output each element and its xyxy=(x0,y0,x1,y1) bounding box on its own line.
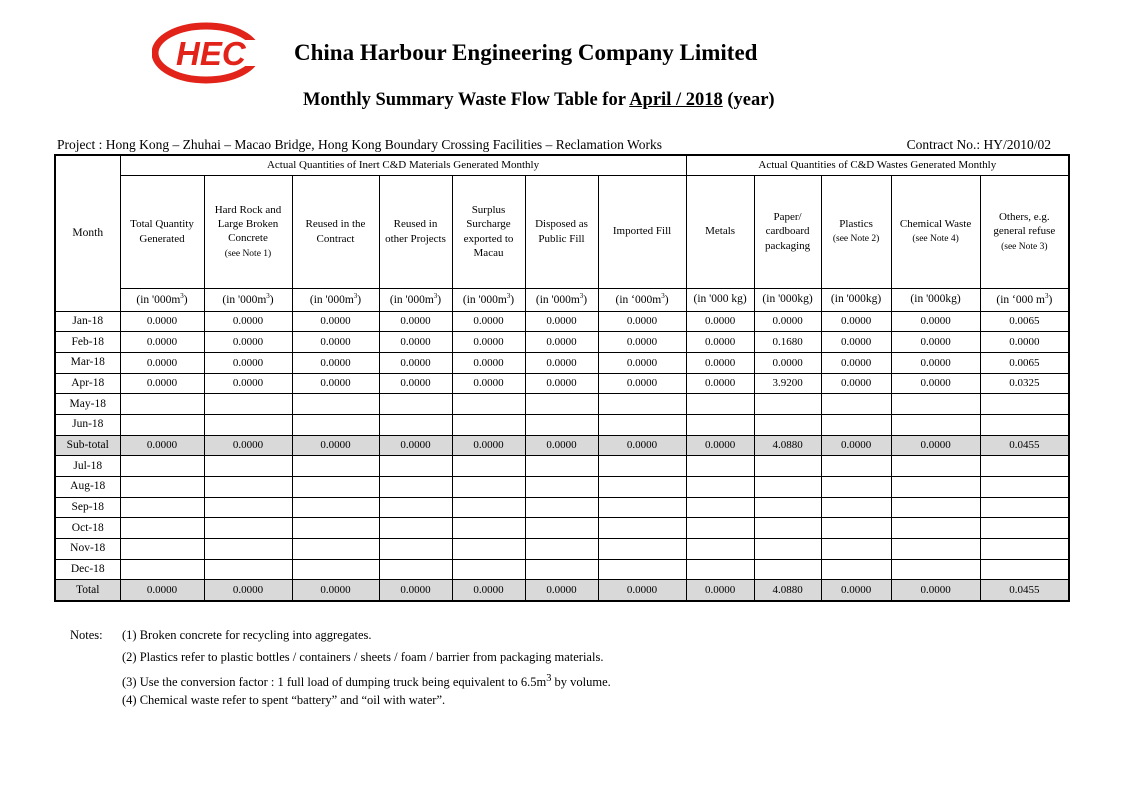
value-cell xyxy=(452,414,525,435)
value-cell: 0.0000 xyxy=(379,311,452,332)
value-cell xyxy=(686,539,754,560)
value-cell xyxy=(891,477,980,498)
month-cell: Sep-18 xyxy=(55,497,120,518)
table-row xyxy=(55,352,1069,373)
column-header: Reused in other Projects xyxy=(379,175,452,288)
value-cell: 0.0000 xyxy=(120,580,204,601)
table-row xyxy=(55,394,1069,415)
value-cell: 0.0000 xyxy=(891,352,980,373)
value-cell xyxy=(598,559,686,580)
value-cell: 0.0000 xyxy=(292,332,379,353)
column-unit: (in '$000m^3$) xyxy=(292,288,379,311)
value-cell xyxy=(452,497,525,518)
value-cell xyxy=(204,559,292,580)
logo-lettering: HEC xyxy=(176,35,246,72)
contract-number: Contract No.: HY/2010/02 xyxy=(906,137,1051,152)
column-unit: (in '$000m^3$) xyxy=(525,288,598,311)
value-cell xyxy=(525,414,598,435)
value-cell: 0.0000 xyxy=(686,332,754,353)
value-cell: 0.0000 xyxy=(452,352,525,373)
value-cell: 0.0000 xyxy=(598,311,686,332)
value-cell xyxy=(980,497,1069,518)
value-cell: 0.0000 xyxy=(452,311,525,332)
total-row xyxy=(55,580,1069,601)
value-cell xyxy=(204,394,292,415)
value-cell: 0.0000 xyxy=(204,435,292,456)
waste-flow-table xyxy=(54,154,1070,602)
table-row xyxy=(55,456,1069,477)
note-item: (2) Plastics refer to plastic bottles / containers / sheets / foam / barrier from packaging materials. xyxy=(122,649,604,664)
value-cell xyxy=(980,518,1069,539)
value-cell xyxy=(980,414,1069,435)
value-cell: 0.0000 xyxy=(686,352,754,373)
value-cell xyxy=(891,518,980,539)
value-cell xyxy=(891,414,980,435)
value-cell xyxy=(754,456,821,477)
value-cell xyxy=(754,497,821,518)
month-cell: Apr-18 xyxy=(55,373,120,394)
page-title xyxy=(303,90,775,111)
column-unit: (in '$000m^3$) xyxy=(204,288,292,311)
value-cell: 0.0000 xyxy=(891,332,980,353)
inert-materials-group-header: Actual Quantities of Inert C&D Materials Generated Monthly xyxy=(120,155,686,175)
value-cell: 0.0000 xyxy=(452,332,525,353)
value-cell: 0.0000 xyxy=(292,311,379,332)
notes-list xyxy=(122,625,611,711)
value-cell: 0.0000 xyxy=(821,373,891,394)
value-cell xyxy=(754,477,821,498)
value-cell: 0.0000 xyxy=(292,352,379,373)
column-header: Reused in the Contract xyxy=(292,175,379,288)
table-row xyxy=(55,414,1069,435)
value-cell: 0.0000 xyxy=(598,352,686,373)
column-unit: (in '$000m^3$) xyxy=(120,288,204,311)
value-cell xyxy=(891,497,980,518)
value-cell: 0.0000 xyxy=(525,352,598,373)
column-unit: (in '$000m^3$) xyxy=(379,288,452,311)
value-cell: 0.0000 xyxy=(452,580,525,601)
value-cell xyxy=(379,539,452,560)
value-cell xyxy=(204,497,292,518)
value-cell: 0.0000 xyxy=(452,373,525,394)
value-cell xyxy=(292,559,379,580)
value-cell: 0.0000 xyxy=(525,435,598,456)
value-cell: 0.0000 xyxy=(598,332,686,353)
value-cell xyxy=(598,394,686,415)
value-cell: 0.0000 xyxy=(292,580,379,601)
value-cell xyxy=(821,394,891,415)
value-cell xyxy=(980,539,1069,560)
value-cell xyxy=(120,518,204,539)
value-cell: 0.0000 xyxy=(204,352,292,373)
value-cell: 0.0000 xyxy=(525,332,598,353)
value-cell xyxy=(204,539,292,560)
value-cell: 0.0000 xyxy=(120,435,204,456)
table-row xyxy=(55,559,1069,580)
value-cell xyxy=(379,456,452,477)
table-row xyxy=(55,539,1069,560)
value-cell xyxy=(598,477,686,498)
table-row xyxy=(55,497,1069,518)
month-cell: Mar-18 xyxy=(55,352,120,373)
month-cell: Oct-18 xyxy=(55,518,120,539)
value-cell: 4.0880 xyxy=(754,435,821,456)
value-cell xyxy=(980,559,1069,580)
value-cell xyxy=(204,456,292,477)
value-cell xyxy=(821,518,891,539)
value-cell xyxy=(525,559,598,580)
value-cell: 0.0000 xyxy=(686,311,754,332)
value-cell: 0.0000 xyxy=(525,580,598,601)
value-cell xyxy=(891,559,980,580)
value-cell xyxy=(379,414,452,435)
project-name: Project : Hong Kong – Zhuhai – Macao Bridge, Hong Kong Boundary Crossing Facilities – Reclamation Works xyxy=(57,137,662,152)
value-cell xyxy=(980,394,1069,415)
value-cell xyxy=(821,456,891,477)
value-cell: 0.0000 xyxy=(754,311,821,332)
value-cell xyxy=(292,477,379,498)
value-cell: 0.0000 xyxy=(686,435,754,456)
value-cell xyxy=(379,559,452,580)
month-cell: Jan-18 xyxy=(55,311,120,332)
value-cell: 0.0000 xyxy=(525,311,598,332)
column-header: Hard Rock and Large Broken Concrete (see Note 1) xyxy=(204,175,292,288)
value-cell xyxy=(821,559,891,580)
value-cell xyxy=(525,518,598,539)
value-cell xyxy=(525,456,598,477)
value-cell xyxy=(891,456,980,477)
value-cell: 0.0455 xyxy=(980,580,1069,601)
value-cell xyxy=(379,518,452,539)
value-cell: 0.0000 xyxy=(891,580,980,601)
value-cell: 0.0000 xyxy=(686,580,754,601)
column-header: Surplus Surcharge exported to Macau xyxy=(452,175,525,288)
value-cell xyxy=(686,518,754,539)
value-cell xyxy=(891,539,980,560)
column-unit: (in ‘$000m^3$) xyxy=(598,288,686,311)
table-row xyxy=(55,373,1069,394)
value-cell: 0.1680 xyxy=(754,332,821,353)
note-item: (4) Chemical waste refer to spent “battery” and “oil with water”. xyxy=(122,692,446,707)
value-cell xyxy=(754,559,821,580)
column-header: Imported Fill xyxy=(598,175,686,288)
month-header: Month xyxy=(55,155,120,311)
value-cell: 0.0000 xyxy=(120,352,204,373)
value-cell xyxy=(379,497,452,518)
value-cell xyxy=(204,477,292,498)
value-cell xyxy=(754,539,821,560)
value-cell xyxy=(204,414,292,435)
column-unit: (in '000kg) xyxy=(891,288,980,311)
value-cell xyxy=(120,414,204,435)
value-cell: 0.0000 xyxy=(821,332,891,353)
column-header: Metals xyxy=(686,175,754,288)
value-cell xyxy=(598,518,686,539)
value-cell: 0.0455 xyxy=(980,435,1069,456)
month-cell: Jun-18 xyxy=(55,414,120,435)
value-cell: 0.0000 xyxy=(598,373,686,394)
value-cell xyxy=(452,539,525,560)
column-header: Chemical Waste (see Note 4) xyxy=(891,175,980,288)
value-cell xyxy=(120,477,204,498)
value-cell xyxy=(891,394,980,415)
value-cell xyxy=(686,414,754,435)
subtotal-row xyxy=(55,435,1069,456)
value-cell: 0.0000 xyxy=(525,373,598,394)
month-cell: Feb-18 xyxy=(55,332,120,353)
value-cell xyxy=(821,477,891,498)
value-cell: 0.0000 xyxy=(379,373,452,394)
value-cell xyxy=(379,477,452,498)
value-cell: 0.0000 xyxy=(598,435,686,456)
value-cell xyxy=(292,497,379,518)
value-cell xyxy=(821,497,891,518)
value-cell xyxy=(379,394,452,415)
month-cell: Sub-total xyxy=(55,435,120,456)
value-cell: 0.0000 xyxy=(204,311,292,332)
value-cell xyxy=(754,394,821,415)
value-cell: 0.0000 xyxy=(204,373,292,394)
value-cell: 0.0000 xyxy=(452,435,525,456)
value-cell xyxy=(452,518,525,539)
value-cell xyxy=(980,456,1069,477)
value-cell xyxy=(686,497,754,518)
value-cell xyxy=(452,456,525,477)
value-cell: 0.0000 xyxy=(754,352,821,373)
value-cell xyxy=(686,394,754,415)
value-cell xyxy=(686,559,754,580)
month-cell: Dec-18 xyxy=(55,559,120,580)
value-cell xyxy=(980,477,1069,498)
value-cell: 0.0000 xyxy=(821,352,891,373)
value-cell xyxy=(754,414,821,435)
value-cell: 0.0000 xyxy=(204,332,292,353)
value-cell: 0.0000 xyxy=(379,435,452,456)
value-cell: 0.0000 xyxy=(821,580,891,601)
value-cell xyxy=(598,414,686,435)
note-item: (1) Broken concrete for recycling into aggregates. xyxy=(122,628,372,642)
value-cell: 0.0000 xyxy=(379,580,452,601)
value-cell: 0.0000 xyxy=(891,373,980,394)
company-name: China Harbour Engineering Company Limited xyxy=(294,40,758,65)
value-cell: 4.0880 xyxy=(754,580,821,601)
month-cell: Total xyxy=(55,580,120,601)
value-cell xyxy=(598,539,686,560)
value-cell xyxy=(120,497,204,518)
wastes-group-header: Actual Quantities of C&D Wastes Generated Monthly xyxy=(686,155,1069,175)
value-cell: 0.0000 xyxy=(292,435,379,456)
value-cell xyxy=(292,394,379,415)
column-header: Paper/ cardboard packaging xyxy=(754,175,821,288)
value-cell xyxy=(204,518,292,539)
value-cell: 0.0000 xyxy=(598,580,686,601)
value-cell xyxy=(292,539,379,560)
note-item: (3) Use the conversion factor : 1 full load of dumping truck being equivalent to $6.5m^3$ by volume. xyxy=(122,673,611,690)
value-cell xyxy=(821,414,891,435)
value-cell: 0.0065 xyxy=(980,352,1069,373)
value-cell xyxy=(754,518,821,539)
column-unit: (in '$000m^3$) xyxy=(452,288,525,311)
value-cell xyxy=(525,477,598,498)
value-cell: 0.0000 xyxy=(891,435,980,456)
column-unit: (in ‘000 $m^3$) xyxy=(980,288,1069,311)
value-cell: 0.0000 xyxy=(120,332,204,353)
value-cell: 0.0000 xyxy=(379,332,452,353)
column-unit: (in '000 kg) xyxy=(686,288,754,311)
month-cell: May-18 xyxy=(55,394,120,415)
title-prefix: Monthly Summary Waste Flow Table for xyxy=(303,90,626,110)
value-cell xyxy=(686,456,754,477)
value-cell xyxy=(292,518,379,539)
value-cell: 0.0000 xyxy=(204,580,292,601)
value-cell: 0.0000 xyxy=(120,311,204,332)
column-header: Disposed as Public Fill xyxy=(525,175,598,288)
table-row xyxy=(55,477,1069,498)
notes-label: Notes: xyxy=(70,628,103,642)
hec-logo xyxy=(152,22,270,84)
value-cell xyxy=(292,456,379,477)
value-cell xyxy=(598,497,686,518)
column-unit: (in '000kg) xyxy=(754,288,821,311)
value-cell: 0.0000 xyxy=(980,332,1069,353)
title-suffix: (year) xyxy=(727,90,775,110)
value-cell: 0.0065 xyxy=(980,311,1069,332)
table-row xyxy=(55,518,1069,539)
value-cell xyxy=(120,394,204,415)
value-cell xyxy=(292,414,379,435)
value-cell xyxy=(452,477,525,498)
value-cell xyxy=(120,456,204,477)
value-cell: 0.0000 xyxy=(379,352,452,373)
value-cell xyxy=(525,394,598,415)
value-cell xyxy=(821,539,891,560)
value-cell: 0.0000 xyxy=(821,311,891,332)
value-cell xyxy=(598,456,686,477)
table-row xyxy=(55,311,1069,332)
value-cell xyxy=(120,539,204,560)
month-cell: Jul-18 xyxy=(55,456,120,477)
column-header: Others, e.g. general refuse (see Note 3) xyxy=(980,175,1069,288)
month-cell: Nov-18 xyxy=(55,539,120,560)
month-cell: Aug-18 xyxy=(55,477,120,498)
value-cell: 3.9200 xyxy=(754,373,821,394)
value-cell: 0.0000 xyxy=(891,311,980,332)
value-cell xyxy=(525,539,598,560)
value-cell xyxy=(686,477,754,498)
table-row xyxy=(55,332,1069,353)
column-header: Total Quantity Generated xyxy=(120,175,204,288)
value-cell xyxy=(120,559,204,580)
value-cell: 0.0000 xyxy=(292,373,379,394)
value-cell xyxy=(452,559,525,580)
column-header: Plastics (see Note 2) xyxy=(821,175,891,288)
value-cell: 0.0000 xyxy=(821,435,891,456)
value-cell: 0.0325 xyxy=(980,373,1069,394)
column-unit: (in '000kg) xyxy=(821,288,891,311)
title-period: April / 2018 xyxy=(629,90,723,110)
value-cell xyxy=(452,394,525,415)
value-cell: 0.0000 xyxy=(120,373,204,394)
value-cell xyxy=(525,497,598,518)
value-cell: 0.0000 xyxy=(686,373,754,394)
